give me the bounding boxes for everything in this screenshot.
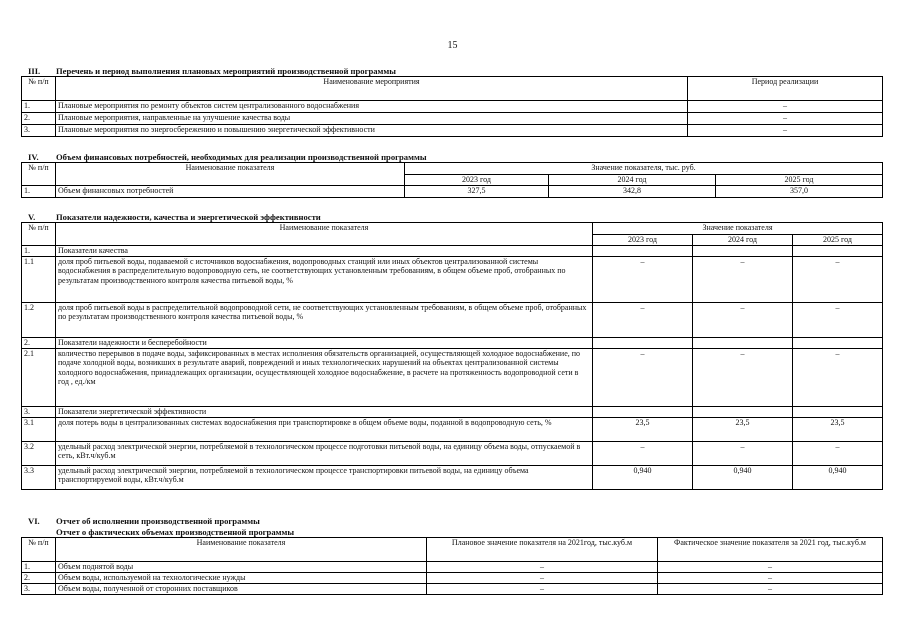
row-number: 1. (22, 562, 56, 573)
col-header-name: Наименование показателя (56, 538, 427, 562)
section-title: Объем финансовых потребностей, необходимых для реализации производственной программы (56, 152, 427, 162)
row-number: 2. (22, 338, 56, 349)
col-header-year: 2025 год (716, 175, 883, 186)
col-header-year: 2025 год (793, 235, 883, 246)
row-number: 1.2 (22, 303, 56, 338)
row-value: – (793, 303, 883, 338)
row-name: Показатели качества (56, 246, 593, 257)
row-name: Плановые мероприятия по ремонту объектов систем централизованного водоснабжения (56, 101, 688, 113)
row-value: – (793, 349, 883, 407)
row-value: 327,5 (405, 186, 549, 198)
col-header-no: № п/п (22, 223, 56, 246)
col-header-plan: Плановое значение показателя на 2021год, тыс.куб.м (427, 538, 658, 562)
section-3-heading (28, 66, 396, 76)
col-header-no: № п/п (22, 77, 56, 101)
row-plan: – (427, 584, 658, 595)
table-row-group-header (22, 407, 883, 418)
row-name: Показатели надежности и бесперебойности (56, 338, 593, 349)
table-row (22, 418, 883, 442)
col-header-year: 2023 год (405, 175, 549, 186)
row-name: Плановые мероприятия, направленные на улучшение качества воды (56, 113, 688, 125)
col-header-name: Наименование мероприятия (56, 77, 688, 101)
section-5-heading (28, 212, 321, 222)
col-header-year: 2024 год (693, 235, 793, 246)
col-header-year: 2023 год (593, 235, 693, 246)
row-number: 3.2 (22, 442, 56, 466)
row-plan: – (427, 573, 658, 584)
table-planned-activities (21, 76, 883, 137)
col-header-value: Значение показателя, тыс. руб. (405, 163, 883, 175)
row-period: – (688, 125, 883, 137)
row-value: – (593, 442, 693, 466)
row-name: доля проб питьевой воды в распределительной водопроводной сети, не соответствующих установленным требованиям, в общем объеме проб, отобранных по результатам производственного контроля качества питьевой воды, % (56, 303, 593, 338)
row-value: 23,5 (593, 418, 693, 442)
row-name: Объем воды, полученной от сторонних поставщиков (56, 584, 427, 595)
table-actual-volumes (21, 537, 883, 595)
col-header-year: 2024 год (549, 175, 716, 186)
section-number: VI. (28, 516, 40, 526)
row-number: 3. (22, 125, 56, 137)
section-number: V. (28, 212, 36, 222)
section-number: IV. (28, 152, 39, 162)
row-name: удельный расход электрической энергии, потребляемой в технологическом процессе транспортировки питьевой воды, на единицу объема транспортируемой воды, кВт.ч/куб.м (56, 466, 593, 490)
page-number: 15 (447, 40, 458, 51)
row-number: 1. (22, 186, 56, 198)
row-name: доля потерь воды в централизованных системах водоснабжения при транспортировке в общем объеме воды, поданной в водопроводную сеть, % (56, 418, 593, 442)
row-fact: – (658, 562, 883, 573)
table-row (22, 349, 883, 407)
row-period: – (688, 113, 883, 125)
table-row (22, 303, 883, 338)
row-value: 357,0 (716, 186, 883, 198)
row-number: 2.1 (22, 349, 56, 407)
row-value: – (593, 303, 693, 338)
table-row (22, 125, 883, 137)
row-value: 0,940 (693, 466, 793, 490)
row-number: 1.1 (22, 257, 56, 303)
section-title: Показатели надежности, качества и энергетической эффективности (56, 212, 321, 222)
section-4-heading (28, 152, 427, 162)
table-row (22, 562, 883, 573)
row-name: доля проб питьевой воды, подаваемой с источников водоснабжения, водопроводных станций или иных объектов централизованной системы водоснабжения в распределительную водопроводную сеть, не соответствующих установленным требованиям, в общем объеме проб, отобранных по результатам производственного контроля качества питьевой воды, % (56, 257, 593, 303)
col-header-fact: Фактическое значение показателя за 2021 год, тыс.куб.м (658, 538, 883, 562)
row-value: 0,940 (593, 466, 693, 490)
row-fact: – (658, 584, 883, 595)
table-row (22, 257, 883, 303)
row-name: Объем финансовых потребностей (56, 186, 405, 198)
row-name: Плановые мероприятия по энергосбережению и повышению энергетической эффективности (56, 125, 688, 137)
row-value: – (793, 257, 883, 303)
table-row (22, 466, 883, 490)
row-name: Объем воды, используемой на технологические нужды (56, 573, 427, 584)
table-row-group-header (22, 246, 883, 257)
section-6-heading (28, 516, 260, 526)
row-number: 2. (22, 113, 56, 125)
table-financial-needs (21, 162, 883, 198)
row-number: 1. (22, 101, 56, 113)
row-name: Объем поднятой воды (56, 562, 427, 573)
row-value: 342,8 (549, 186, 716, 198)
row-number: 2. (22, 573, 56, 584)
col-header-value: Значение показателя (593, 223, 883, 235)
row-number: 3.1 (22, 418, 56, 442)
col-header-name: Наименование показателя (56, 163, 405, 186)
row-number: 3.3 (22, 466, 56, 490)
row-value: – (693, 303, 793, 338)
section-6-subtitle: Отчет о фактических объемах производственной программы (56, 527, 295, 537)
row-name: удельный расход электрической энергии, потребляемой в технологическом процессе подготовки питьевой воды, на единицу объема воды, отпускаемой в сеть, кВт.ч/куб.м (56, 442, 593, 466)
col-header-no: № п/п (22, 538, 56, 562)
row-number: 1. (22, 246, 56, 257)
row-value: 23,5 (693, 418, 793, 442)
section-title: Отчет об исполнении производственной программы (56, 516, 260, 526)
row-plan: – (427, 562, 658, 573)
row-number: 3. (22, 407, 56, 418)
row-name: количество перерывов в подаче воды, зафиксированных в местах исполнения обязательств организацией, осуществляющей холодное водоснабжение, по подаче холодной воды, возникших в результате аварий, повреждений и иных технологических нарушений на объектах централизованной системы холодного водоснабжения, принадлежащих организации, осуществляющей холодное водоснабжение, в расчете на протяженность водопроводной сети в год , ед./км (56, 349, 593, 407)
row-number: 3. (22, 584, 56, 595)
row-value: – (593, 257, 693, 303)
table-row (22, 101, 883, 113)
row-value: – (593, 349, 693, 407)
table-row (22, 186, 883, 198)
row-value: – (693, 257, 793, 303)
col-header-no: № п/п (22, 163, 56, 186)
row-value: – (693, 442, 793, 466)
table-row-group-header (22, 338, 883, 349)
table-row (22, 442, 883, 466)
row-fact: – (658, 573, 883, 584)
table-row (22, 573, 883, 584)
table-row (22, 113, 883, 125)
table-reliability-indicators (21, 222, 883, 490)
col-header-name: Наименование показателя (56, 223, 593, 246)
row-value: 0,940 (793, 466, 883, 490)
table-row (22, 584, 883, 595)
row-value: – (793, 442, 883, 466)
section-title: Перечень и период выполнения плановых мероприятий производственной программы (56, 66, 396, 76)
row-name: Показатели энергетической эффективности (56, 407, 593, 418)
section-number: III. (28, 66, 41, 76)
row-value: – (693, 349, 793, 407)
row-value: 23,5 (793, 418, 883, 442)
row-period: – (688, 101, 883, 113)
col-header-period: Период реализации (688, 77, 883, 101)
